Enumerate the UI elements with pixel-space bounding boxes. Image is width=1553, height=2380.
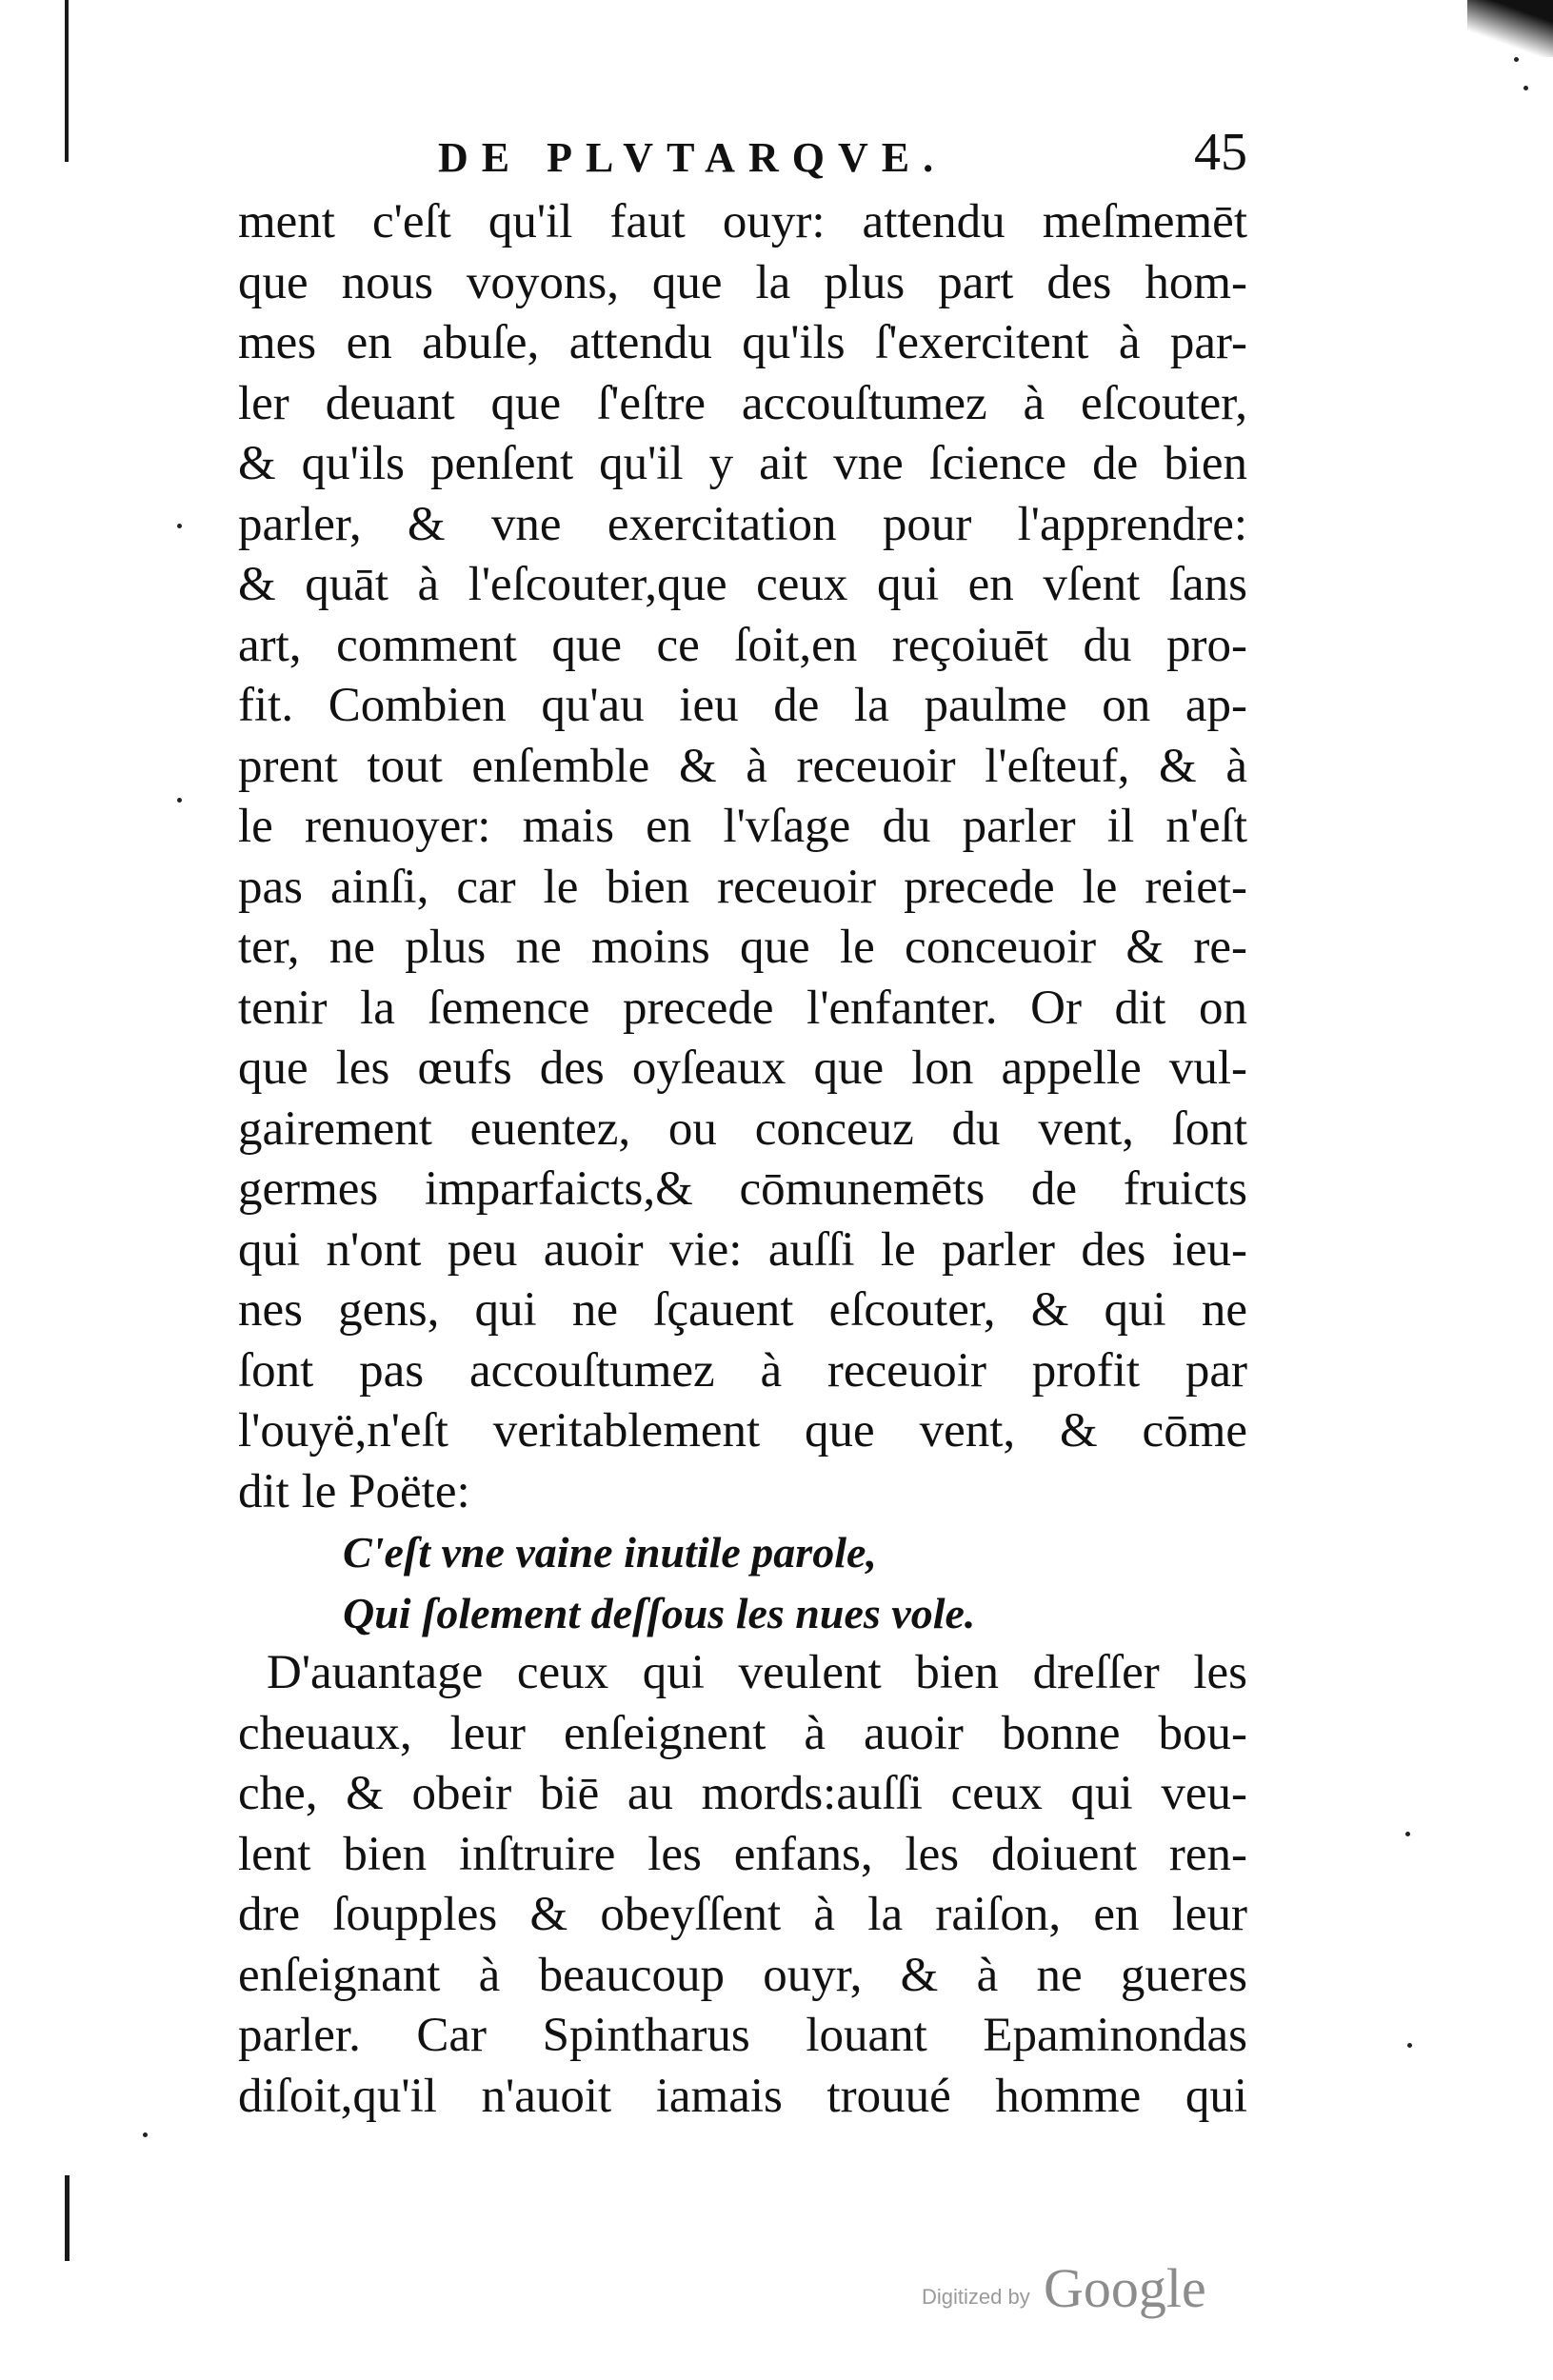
body-text bbox=[238, 192, 1247, 2127]
text-line: lent bien inſtruire les enfans, les doiuent ren- bbox=[238, 1827, 1247, 1881]
text-line: le renuoyer: mais en l'vſage du parler il n'eſt bbox=[238, 800, 1247, 853]
scan-speck bbox=[1407, 2043, 1412, 2048]
text-line: tenir la ſemence precede l'enfanter. Or dit on bbox=[238, 981, 1247, 1035]
text-line: ler deuant que ſ'eſtre accouſtumez à eſcouter, bbox=[238, 376, 1247, 430]
page-header bbox=[419, 122, 1257, 188]
text-line: parler. Car Spintharus louant Epaminondas bbox=[238, 2009, 1247, 2062]
text-line: cheuaux, leur enſeignent à auoir bonne bou- bbox=[238, 1706, 1247, 1760]
text-line: diſoit,qu'il n'auoit iamais trouué homme qui bbox=[238, 2069, 1247, 2123]
binding-edge-mark bbox=[65, 0, 69, 162]
text-line: enſeignant à beaucoup ouyr, & à ne gueres bbox=[238, 1948, 1247, 2002]
text-line: que les œufs des oyſeaux que lon appelle vul- bbox=[238, 1041, 1247, 1095]
text-line: D'auantage ceux qui veulent bien dreſſer les bbox=[267, 1646, 1247, 1699]
text-line: & quāt à l'eſcouter,que ceux qui en vſent ſans bbox=[238, 558, 1247, 611]
page-number: 45 bbox=[1194, 123, 1247, 182]
scan-speck bbox=[1405, 1832, 1410, 1836]
text-line: dre ſoupples & obeyſſent à la raiſon, en leur bbox=[238, 1888, 1247, 1941]
scan-speck bbox=[177, 524, 182, 528]
verse-line: Qui ſolement deſſous les nues vole. bbox=[343, 1588, 976, 1637]
text-line: parler, & vne exercitation pour l'apprendre: bbox=[238, 497, 1247, 551]
text-line: fit. Combien qu'au ieu de la paulme on ap- bbox=[238, 679, 1247, 732]
text-line: l'ouyë,n'eſt veritablement que vent, & cōme bbox=[238, 1404, 1247, 1458]
text-line: dit le Poëte: bbox=[238, 1464, 470, 1518]
page-corner-shadow bbox=[1467, 0, 1553, 57]
scan-speck bbox=[1514, 57, 1519, 62]
text-line: pas ainſi, car le bien receuoir precede le reiet- bbox=[238, 860, 1247, 914]
text-line: & qu'ils penſent qu'il y ait vne ſcience de bien bbox=[238, 437, 1247, 490]
watermark-brand: Google bbox=[1044, 2257, 1206, 2319]
text-line: mes en abuſe, attendu qu'ils ſ'exercitent à par- bbox=[238, 316, 1247, 369]
text-line: ſont pas accouſtumez à receuoir profit par bbox=[238, 1343, 1247, 1398]
watermark-prefix: Digitized by bbox=[922, 2285, 1030, 2309]
text-line: germes imparfaicts,& cōmunemēts de fruicts bbox=[238, 1162, 1247, 1216]
text-line: nes gens, qui ne ſçauent eſcouter, & qui ne bbox=[238, 1283, 1247, 1337]
text-line: prent tout enſemble & à receuoir l'eſteuf, & à bbox=[238, 739, 1247, 793]
verse-line: C'eſt vne vaine inutile parole, bbox=[343, 1528, 877, 1577]
text-line: que nous voyons, que la plus part des hom- bbox=[238, 255, 1247, 309]
digitization-watermark bbox=[922, 2256, 1236, 2323]
text-line: qui n'ont peu auoir vie: auſſi le parler des ieu- bbox=[238, 1222, 1247, 1277]
scan-speck bbox=[177, 798, 182, 803]
scan-speck bbox=[143, 2132, 148, 2137]
scan-speck bbox=[1523, 86, 1528, 90]
text-line: art, comment que ce ſoit,en reçoiuēt du pro- bbox=[238, 618, 1247, 672]
text-line: che, & obeir biē au mords:auſſi ceux qui veu- bbox=[238, 1767, 1247, 1820]
text-line: gairement euentez, ou conceuz du vent, ſont bbox=[238, 1101, 1247, 1156]
binding-edge-mark bbox=[65, 2175, 70, 2261]
text-line: ment c'eſt qu'il faut ouyr: attendu meſmemēt bbox=[238, 195, 1247, 248]
text-line: ter, ne plus ne moins que le conceuoir & re- bbox=[238, 921, 1247, 974]
running-title: DE PLVTARQVE. bbox=[438, 134, 947, 181]
